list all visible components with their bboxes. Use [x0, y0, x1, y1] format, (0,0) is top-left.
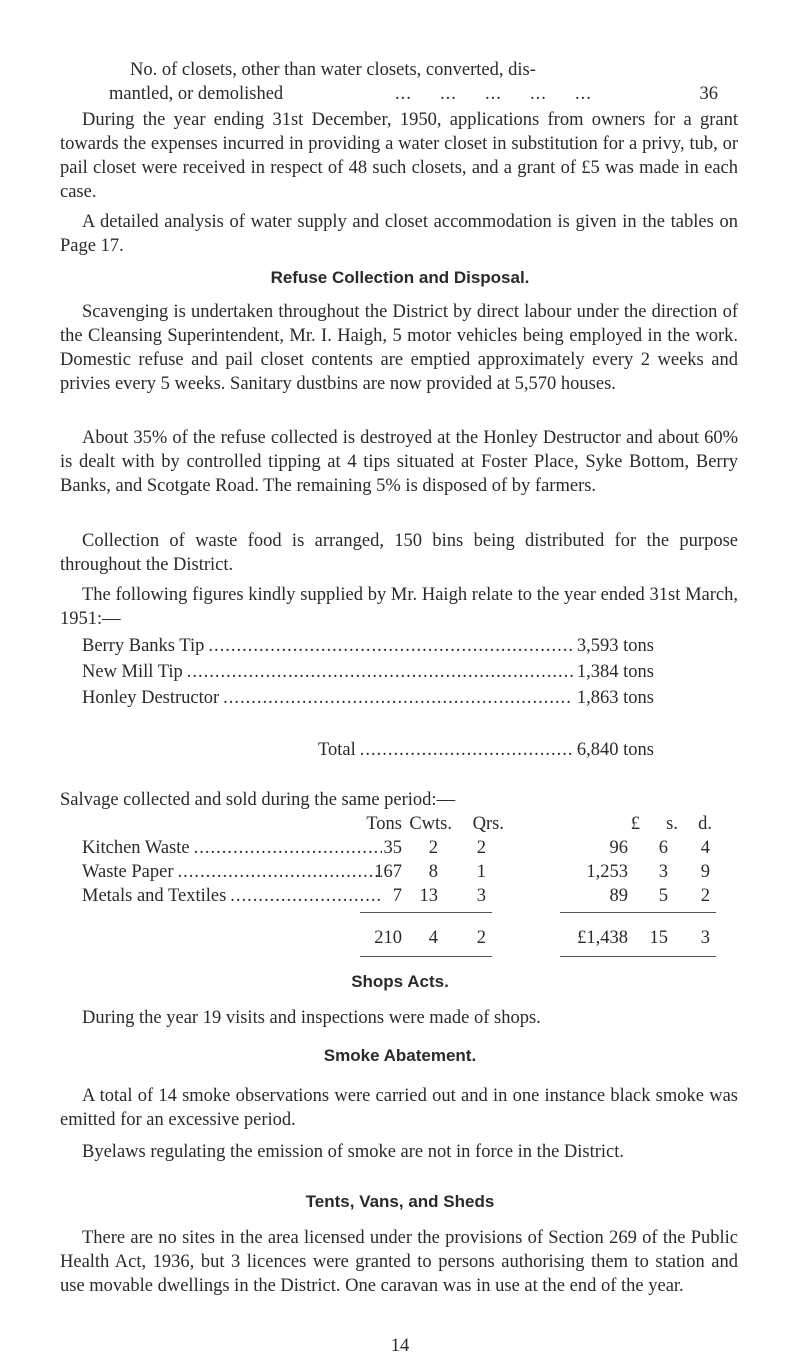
cell-cwts: 2 — [428, 838, 438, 858]
tip-label: New Mill Tip — [82, 662, 183, 682]
tips-total-row — [318, 738, 654, 762]
closets-line-2: mantled, or demolished — [109, 84, 284, 104]
heading-refuse: Refuse Collection and Disposal. — [270, 268, 530, 287]
col-header-pence: d. — [698, 814, 712, 834]
total-tons: 210 — [374, 928, 402, 948]
leader-dots — [230, 884, 382, 908]
tip-value: 1,863 tons — [576, 688, 654, 708]
closets-dots: ... ... ... ... ... — [395, 84, 592, 104]
total-label: Total — [318, 740, 356, 760]
cell-pence: 2 — [700, 886, 710, 906]
page-number: 14 — [390, 1336, 410, 1356]
grant-text: During the year ending 31st December, 1950, applications from owners for a grant towards the expenses incurred in providing a water closet in substitution for a privy, tub, or pail closet were received in respect of 48 such closets, and a grant of £5 was made in each case. — [60, 110, 738, 202]
total-rule-top-quantity — [360, 912, 492, 913]
col-header-pounds: £ — [630, 814, 640, 834]
total-shillings: 15 — [649, 928, 668, 948]
leader-dots — [178, 860, 383, 884]
closets-count: 36 — [699, 84, 718, 104]
cell-tons: 167 — [374, 862, 402, 882]
smoke-paragraph — [60, 1084, 738, 1132]
tents-text: There are no sites in the area licensed under the provisions of Section 269 of the Public Health Act, 1936, but 3 licences were granted to persons authorising them to station and use movable dwellings in the District. One caravan was in use at the end of the year. — [60, 1228, 738, 1296]
scavenging-paragraph — [60, 300, 738, 396]
tents-paragraph — [60, 1226, 738, 1298]
cell-pounds: 1,253 — [586, 862, 628, 882]
byelaws-text: Byelaws regulating the emission of smoke are not in force in the District. — [82, 1142, 625, 1162]
tip-row — [82, 686, 654, 710]
cell-qrs: 3 — [476, 886, 486, 906]
col-header-qrs: Qrs. — [472, 814, 504, 834]
figures-paragraph — [60, 583, 738, 631]
salvage-text: Salvage collected and sold during the same period:— — [60, 790, 456, 810]
cell-cwts: 13 — [419, 886, 438, 906]
tip-label: Honley Destructor — [82, 688, 220, 708]
byelaws-paragraph — [60, 1140, 738, 1164]
table-row — [82, 860, 382, 884]
analysis-text: A detailed analysis of water supply and closet accommodation is given in the tables on Page 17. — [60, 212, 738, 256]
cell-pence: 4 — [700, 838, 710, 858]
wastefood-text: Collection of waste food is arranged, 150 bins being distributed for the purpose throughout the District. — [60, 531, 738, 575]
total-rule-top-money — [560, 912, 716, 913]
tip-value: 1,384 tons — [576, 662, 654, 682]
tip-row — [82, 660, 654, 684]
row-label: Metals and Textiles — [82, 886, 227, 906]
cell-qrs: 1 — [476, 862, 486, 882]
cell-pounds: 89 — [609, 886, 628, 906]
cell-tons: 35 — [383, 838, 402, 858]
cell-tons: 7 — [392, 886, 402, 906]
col-header-shillings: s. — [666, 814, 678, 834]
smoke-text: A total of 14 smoke observations were carried out and in one instance black smoke was emitted for an excessive period. — [60, 1086, 738, 1130]
leader-dots — [208, 634, 573, 658]
grant-paragraph — [60, 108, 738, 204]
total-pence: 3 — [700, 928, 710, 948]
cell-pounds: 96 — [609, 838, 628, 858]
wastefood-paragraph — [60, 529, 738, 577]
total-pounds: £1,438 — [577, 928, 628, 948]
shops-paragraph — [60, 1006, 738, 1030]
tip-value: 3,593 tons — [576, 636, 654, 656]
col-header-cwts: Cwts. — [409, 814, 452, 834]
leader-dots — [223, 686, 573, 710]
heading-smoke: Smoke Abatement. — [323, 1046, 477, 1065]
total-rule-bottom-money — [560, 956, 716, 957]
leader-dots — [187, 660, 573, 684]
col-header-tons: Tons — [366, 814, 402, 834]
heading-tents: Tents, Vans, and Sheds — [305, 1192, 495, 1211]
tip-row — [82, 634, 654, 658]
row-label: Waste Paper — [82, 862, 174, 882]
cell-qrs: 2 — [476, 838, 486, 858]
total-rule-bottom-quantity — [360, 956, 492, 957]
closets-line-1: No. of closets, other than water closets, converted, dis- — [130, 60, 536, 80]
heading-shops: Shops Acts. — [351, 972, 449, 991]
salvage-paragraph — [60, 788, 738, 812]
cell-cwts: 8 — [428, 862, 438, 882]
destructor-text: About 35% of the refuse collected is destroyed at the Honley Destructor and about 60% is dealt with by controlled tipping at 4 tips situated at Foster Place, Syke Bottom, Berry Banks, and Scotgate Road. The remaining 5% is disposed of by farmers. — [60, 428, 738, 496]
cell-shillings: 6 — [658, 838, 668, 858]
total-cwts: 4 — [428, 928, 438, 948]
figures-text: The following figures kindly supplied by Mr. Haigh relate to the year ended 31st March, 1951:— — [60, 585, 738, 629]
cell-shillings: 5 — [658, 886, 668, 906]
total-qrs: 2 — [476, 928, 486, 948]
analysis-paragraph — [60, 210, 738, 258]
tip-label: Berry Banks Tip — [82, 636, 205, 656]
leader-dots — [360, 738, 573, 762]
cell-pence: 9 — [700, 862, 710, 882]
leader-dots — [194, 836, 382, 860]
total-value: 6,840 tons — [576, 740, 654, 760]
table-row — [82, 884, 382, 908]
cell-shillings: 3 — [658, 862, 668, 882]
table-row — [82, 836, 382, 860]
shops-text: During the year 19 visits and inspections were made of shops. — [82, 1008, 541, 1028]
row-label: Kitchen Waste — [82, 838, 190, 858]
scavenging-text: Scavenging is undertaken throughout the District by direct labour under the direction of the Cleansing Superintendent, Mr. I. Haigh, 5 motor vehicles being employed in the work. Domestic refuse and pail closet contents are emptied approximately every 2 weeks and privies every 5 weeks. Sanitary dustbins are now provided at 5,570 houses. — [60, 302, 738, 394]
destructor-paragraph — [60, 426, 738, 498]
